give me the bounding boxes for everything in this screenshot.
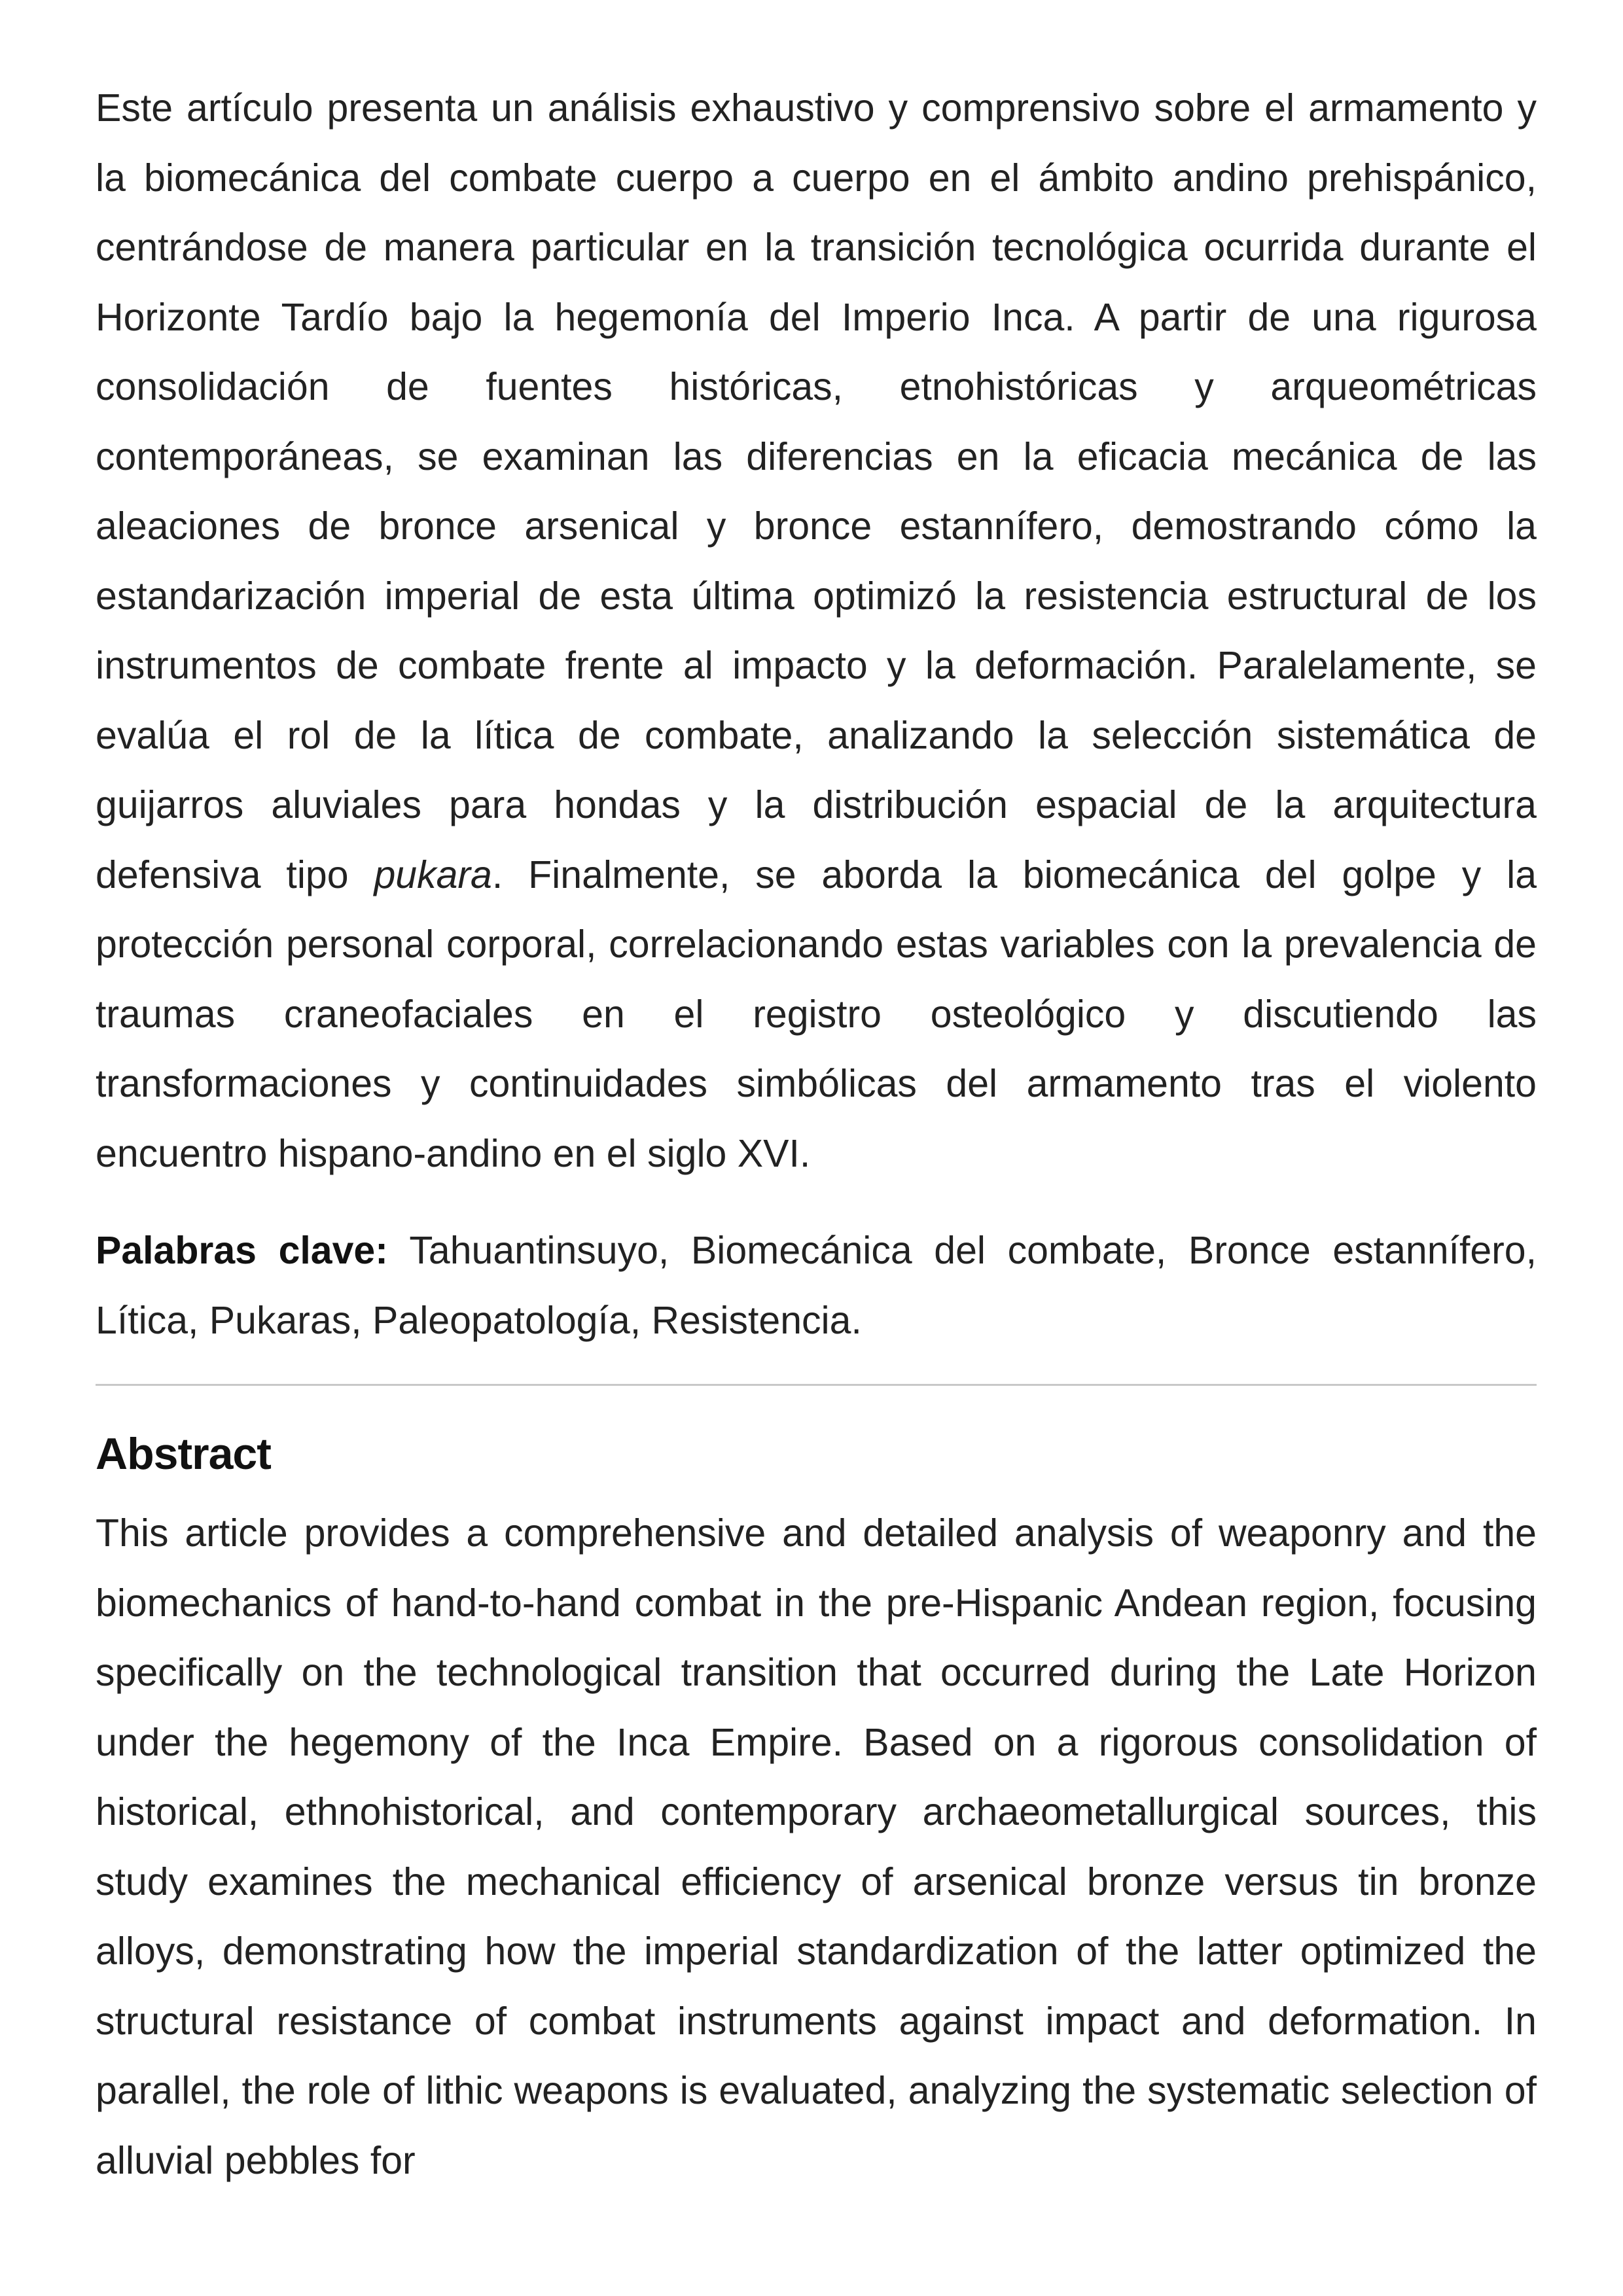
resumen-text-part1: Este artículo presenta un análisis exhaustivo y comprensivo sobre el armamento y la biomecánica del combate cuerpo a cuerpo en el ámbito andino prehispánico, centrándose de manera particular en la transición tecnológica ocurrida durante el Horizonte Tardío bajo la hegemonía del Imperio Inca. A partir de una rigurosa consolidación de fuentes históricas, etnohistóricas y arqueométricas contemporáneas, se examinan las diferencias en la eficacia mecánica de las aleaciones de bronce arsenical y bronce estannífero, demostrando cómo la estandarización imperial de esta última optimizó la resistencia estructural de los instrumentos de combate frente al impacto y la deformación. Paralelamente, se evalúa el rol de la lítica de combate, analizando la selección sistemática de guijarros aluviales para hondas y la distribución espacial de la arquitectura defensiva tipo — [96, 86, 1537, 896]
resumen-paragraph — [96, 73, 1537, 1188]
keywords-label: Palabras clave: — [96, 1229, 388, 1272]
resumen-text-part2: . Finalmente, se aborda la biomecánica del golpe y la protección personal corporal, correlacionando estas variables con la prevalencia de traumas craneofaciales en el registro osteológico y discutiendo las transformaciones y continuidades simbólicas del armamento tras el violento encuentro hispano-andino en el siglo XVI. — [96, 853, 1537, 1175]
abstract-paragraph: This article provides a comprehensive and detailed analysis of weaponry and the biomechanics of hand-to-hand combat in the pre-Hispanic Andean region, focusing specifically on the technological transition that occurred during the Late Horizon under the hegemony of the Inca Empire. Based on a rigorous consolidation of historical, ethnohistorical, and contemporary archaeometallurgical sources, this study examines the mechanical efficiency of arsenical bronze versus tin bronze alloys, demonstrating how the imperial standardization of the latter optimized the structural resistance of combat instruments against impact and deformation. In parallel, the role of lithic weapons is evaluated, analyzing the systematic selection of alluvial pebbles for — [96, 1511, 1537, 2182]
section-divider — [96, 1384, 1537, 1386]
resumen-italic-term: pukara — [374, 853, 492, 896]
keywords-text: Tahuantinsuyo, Biomecánica del combate, Bronce estannífero, Lítica, Pukaras, Paleopatología, Resistencia. — [96, 1229, 1537, 1342]
abstract-heading: Abstract — [96, 1429, 271, 1479]
keywords-paragraph — [96, 1216, 1537, 1355]
document-page — [96, 73, 1537, 2195]
